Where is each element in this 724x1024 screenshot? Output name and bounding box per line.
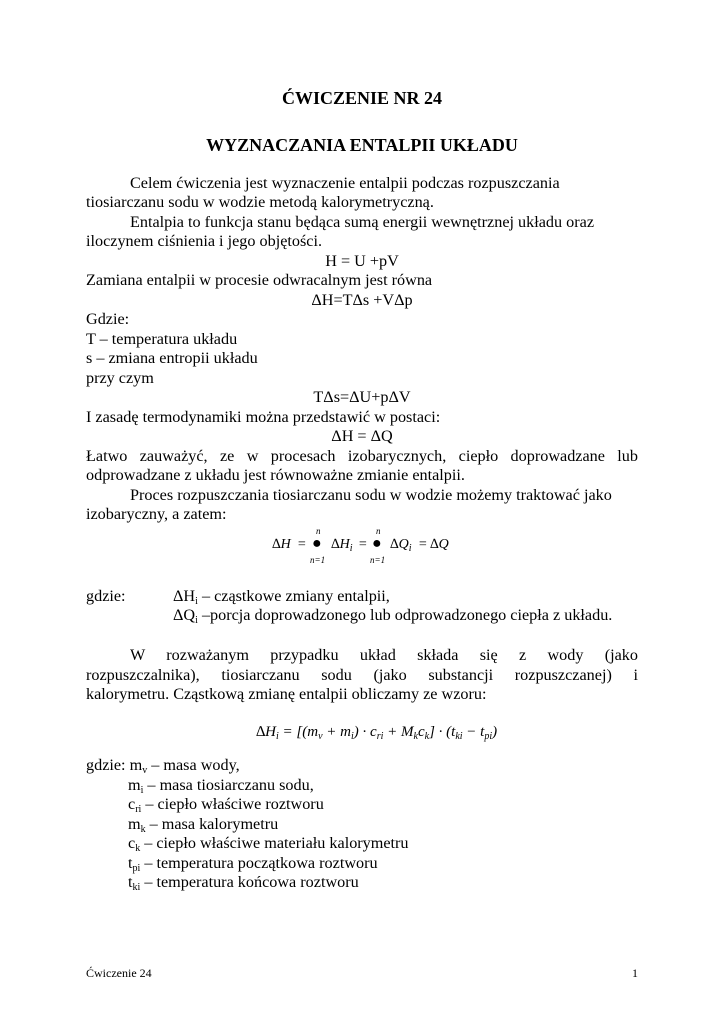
partial-enthalpy-formula: $\Delta H_i = [(m_v + m_i) \cdot c_{ri} + M_kc_k] \cdot (t_{ki} - t_{pi})$ [256, 724, 498, 742]
sum-symbol-2: ● [372, 535, 382, 552]
sum-symbol-1: ● [312, 535, 322, 552]
sum-eq-sign-1: = [297, 537, 307, 552]
sum-dqi: $\Delta Q_i$ [390, 537, 412, 554]
proces-line2: izobaryczny, a zatem: [86, 505, 227, 523]
w-line3: kalorymetru. Cząstkową zmianę entalpii obliczamy ze wzoru: [86, 685, 487, 703]
sum-dq: ∆Q [430, 537, 449, 552]
sum1-upper: n [316, 526, 321, 536]
page-subtitle: WYZNACZANIA ENTALPII UKŁADU [206, 135, 518, 155]
latwo-line1: Łatwo zauważyć, ze w procesach izobarycznych, ciepło doprowadzane lub [86, 447, 638, 465]
definition-row: $t_{ki}$ – temperatura końcowa roztworu [128, 873, 359, 893]
definition-dqi: $\Delta Q_i$ –porcja doprowadzonego lub odprowadzonego ciepła z układu. [173, 606, 613, 626]
intro-p2-line2: iloczynem ciśnienia i jego objętości. [86, 232, 322, 250]
intro-p1-line2: tiosiarczanu sodu w wodzie metodą kalorymetryczną. [86, 193, 434, 211]
definition-row: gdzie: $m_v$ – masa wody, [86, 756, 240, 776]
latwo-line2: odprowadzane z układu jest równoważne zmianie entalpii. [86, 466, 465, 484]
definition-row: $c_k$ – ciepło właściwe materiału kalorymetru [128, 834, 409, 854]
definition-s: s – zmiana entropii układu [86, 349, 258, 367]
gdzie-label: Gdzie: [86, 310, 130, 328]
definition-t: T – temperatura układu [86, 330, 238, 348]
definition-row: $t_{pi}$ – temperatura początkowa roztworu [128, 854, 378, 874]
definition-dhi: $\Delta H_i$ – cząstkowe zmiany entalpii, [173, 587, 390, 607]
sum2-lower: n=1 [370, 555, 386, 565]
w-line1: W rozważanym przypadku układ składa się z wody (jako [130, 646, 638, 664]
line-zamiana: Zamiana entalpii w procesie odwracalnym jest równa [86, 271, 433, 289]
intro-p1-line1: Celem ćwiczenia jest wyznaczenie entalpii podczas rozpuszczania [130, 174, 560, 192]
intro-p2-line1: Entalpia to funkcja stanu będąca sumą energii wewnętrznej układu oraz [130, 213, 595, 231]
footer-left: Ćwiczenie 24 [86, 966, 152, 980]
definition-row: $m_k$ – masa kalorymetru [128, 815, 279, 835]
sum-dhi: $\Delta H_i$ [331, 537, 353, 554]
sum-equation [272, 526, 462, 570]
sum-eq-sign-3: = [418, 537, 428, 552]
w-line2: rozpuszczalnika), tiosiarczanu sodu (jako substancji rozpuszczanej) i [86, 666, 638, 684]
definition-row: $m_i$ – masa tiosiarczanu sodu, [128, 776, 314, 796]
line-zasada: I zasadę termodynamiki można przedstawić w postaci: [86, 408, 441, 426]
gdzie2-label: gdzie: [86, 587, 126, 605]
sum-dh: ∆H [272, 537, 291, 552]
proces-line1: Proces rozpuszczania tiosiarczanu sodu w wodzie możemy traktować jako [130, 486, 612, 504]
sum1-lower: n=1 [310, 555, 326, 565]
equation-h-u-pv: H = U +pV [325, 252, 399, 270]
equation-tds: TΔs=ΔU+pΔV [313, 388, 411, 406]
page-title: ĆWICZENIE NR 24 [281, 88, 443, 108]
equation-dh-dq: ΔH = ΔQ [331, 427, 393, 445]
equation-dh-tds: ΔH=TΔs +VΔp [311, 291, 413, 309]
sum-eq-sign-2: = [358, 537, 368, 552]
sum2-upper: n [376, 526, 381, 536]
formula-rhs: = $[(m_v + m_i) \cdot c_{ri} + M_kc_k] \cdot (t_{ki} - t_{pi})$ [282, 724, 498, 742]
przy-czym: przy czym [86, 369, 154, 387]
page-number: 1 [632, 966, 638, 980]
definition-row: $c_{ri}$ – ciepło właściwe roztworu [128, 795, 324, 815]
